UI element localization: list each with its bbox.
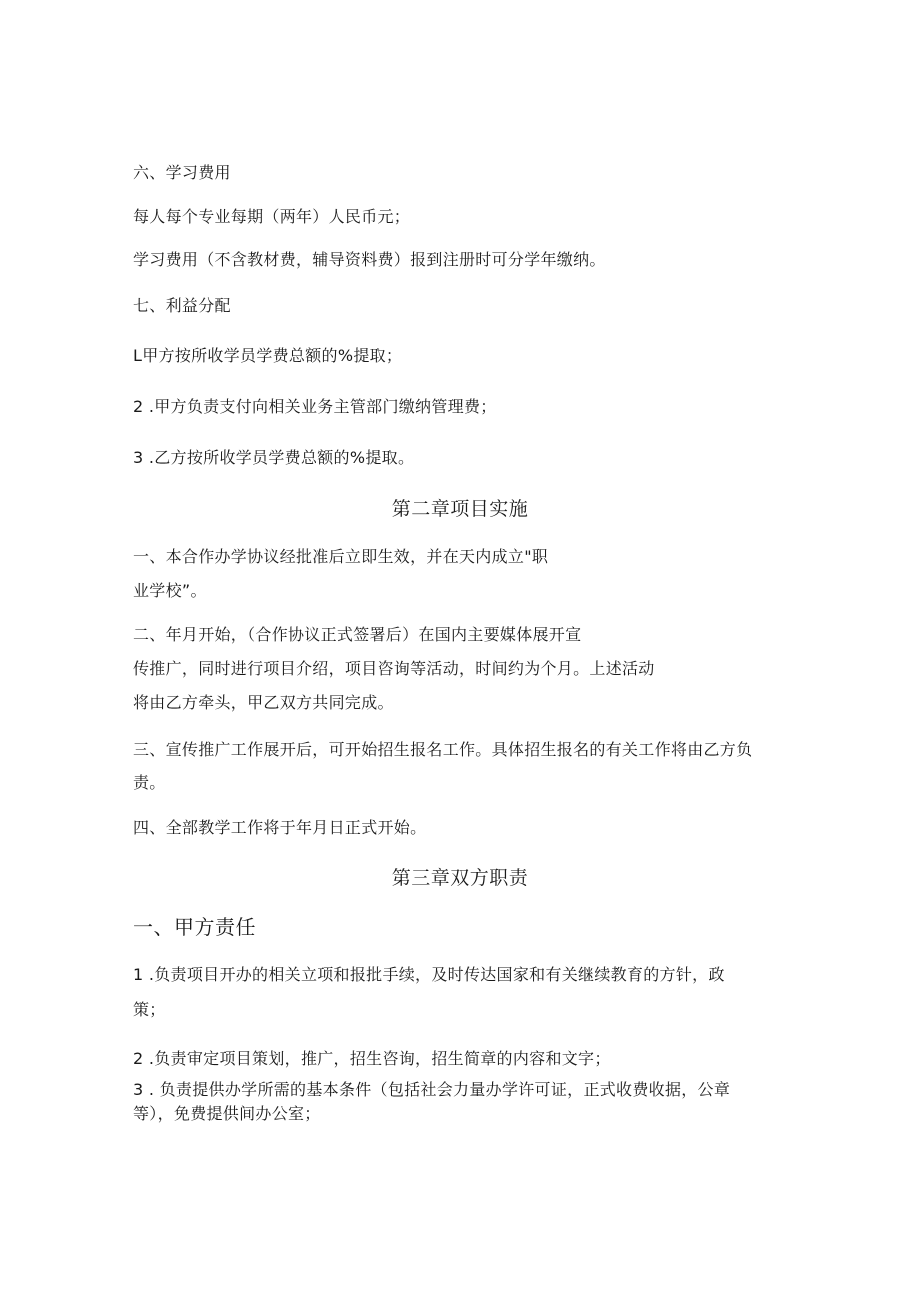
- list-item-profit-3: 3 .乙方按所收学员学费总额的%提取。: [133, 448, 415, 467]
- list-item-duty-1-line-2: 策；: [133, 1000, 166, 1019]
- paragraph-3-line-2: 责。: [133, 773, 166, 792]
- paragraph-2-line-1: 二、年月开始，（合作协议正式签署后）在国内主要媒体展开宣: [133, 625, 582, 644]
- paragraph-fee-payment: 学习费用（不含教材费，辅导资料费）报到注册时可分学年缴纳。: [133, 250, 606, 269]
- list-item-duty-2: 2 .负责审定项目策划，推广，招生咨询，招生简章的内容和文字；: [133, 1049, 611, 1068]
- paragraph-2-line-2: 传推广，同时进行项目介绍，项目咨询等活动，时间约为个月。上述活动: [133, 659, 655, 678]
- list-item-profit-1: L甲方按所收学员学费总额的%提取；: [133, 346, 403, 365]
- list-item-duty-3-line-2: 等），免费提供间办公室；: [133, 1104, 321, 1123]
- list-item-profit-2: 2 .甲方负责支付向相关业务主管部门缴纳管理费；: [133, 397, 497, 416]
- chapter-title-implementation: 第二章项目实施: [391, 498, 529, 520]
- paragraph-1-line-1: 一、本合作办学协议经批准后立即生效，并在天内成立"职: [133, 547, 549, 566]
- list-item-duty-1-line-1: 1 .负责项目开办的相关立项和报批手续，及时传达国家和有关继续教育的方针，政: [133, 965, 725, 984]
- section-heading-profit: 七、利益分配: [133, 296, 231, 315]
- section-heading-fees: 六、学习费用: [133, 163, 231, 182]
- chapter-title-responsibilities: 第三章双方职责: [391, 867, 529, 889]
- paragraph-2-line-3: 将由乙方牵头，甲乙双方共同完成。: [133, 693, 394, 712]
- paragraph-3-line-1: 三、宣传推广工作展开后，可开始招生报名工作。具体招生报名的有关工作将由乙方负: [133, 740, 753, 759]
- paragraph-1-line-2: 业学校”。: [133, 581, 207, 600]
- subheading-party-a: 一、甲方责任: [133, 915, 256, 939]
- paragraph-fee-amount: 每人每个专业每期（两年）人民币元；: [133, 207, 411, 226]
- list-item-duty-3-line-1: 3 . 负责提供办学所需的基本条件（包括社会力量办学许可证，正式收费收据，公章: [133, 1080, 731, 1099]
- paragraph-4-line-1: 四、全部教学工作将于年月日正式开始。: [133, 818, 427, 837]
